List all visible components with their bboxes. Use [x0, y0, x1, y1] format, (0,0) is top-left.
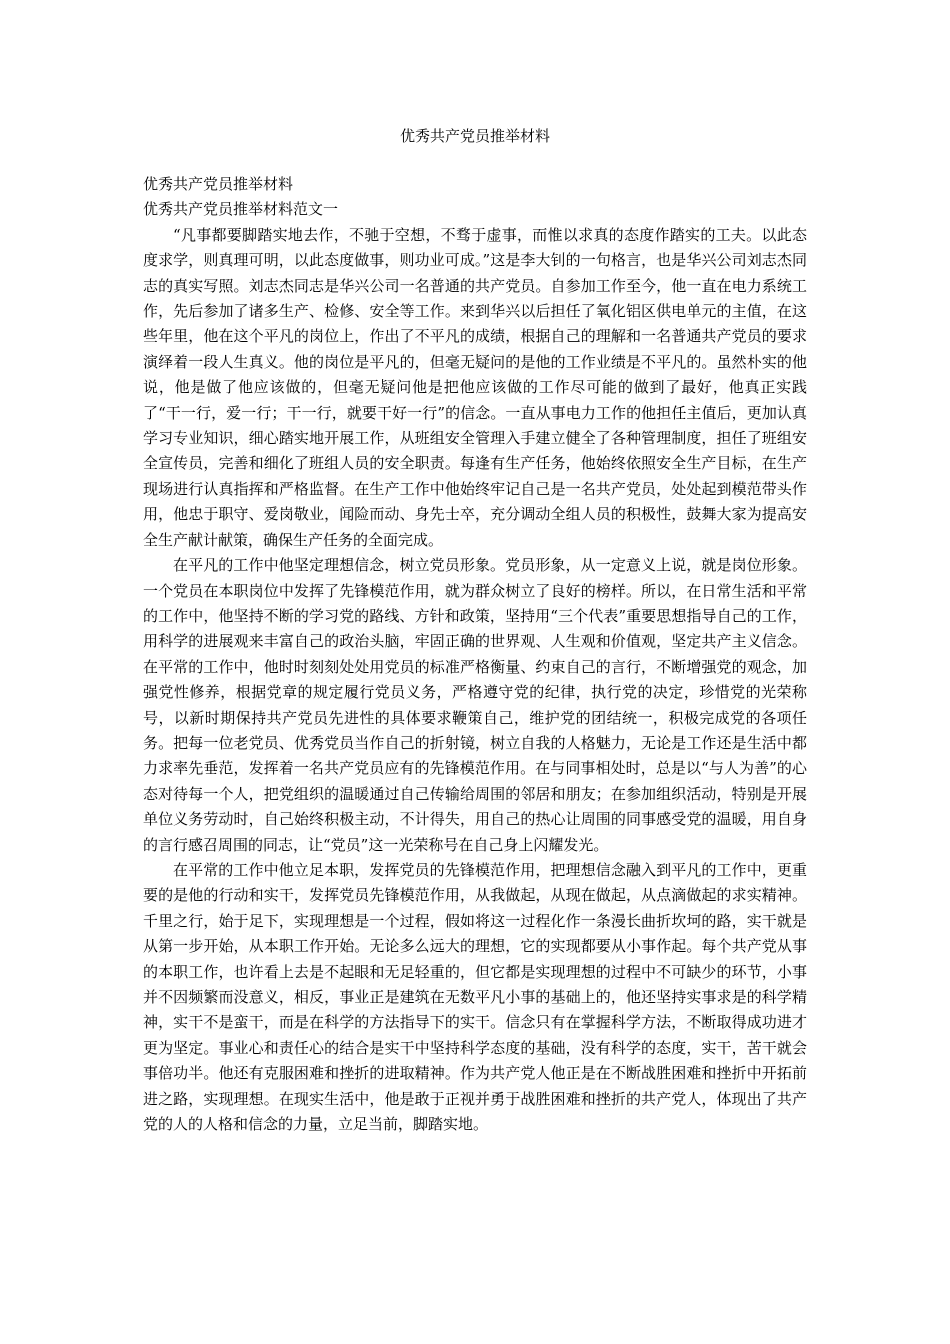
body-paragraph-2: 在平凡的工作中他坚定理想信念，树立党员形象。党员形象，从一定意义上说，就是岗位形象。一个党员在本职岗位中发挥了先锋模范作用，就为群众树立了良好的榜样。所以，在日常生活和平常的工作中，他坚持不断的学习党的路线、方针和政策，坚持用“三个代表”重要思想指导自己的工作，用科学的进展观来丰富自己的政治头脑，牢固正确的世界观、人生观和价值观，坚定共产主义信念。在平常的工作中，他时时刻刻处处用党员的标准严格衡量、约束自己的言行，不断增强党的观念，加强党性修养，根据党章的规定履行党员义务，严格遵守党的纪律，执行党的决定，珍惜党的光荣称号，以新时期保持共产党员先进性的具体要求鞭策自己，维护党的团结统一，积极完成党的各项任务。把每一位老党员、优秀党员当作自己的折射镜，树立自我的人格魅力，无论是工作还是生活中都力求率先垂范，发挥着一名共产党员应有的先锋模范作用。在与同事相处时，总是以“与人为善”的心态对待每一个人，把党组织的温暖通过自己传输给周围的邻居和朋友；在参加组织活动，特别是开展单位义务劳动时，自己始终积极主动，不计得失，用自己的热心让周围的同事感受党的温暖，用自身的言行感召周围的同志，让“党员”这一光荣称号在自己身上闪耀发光。	[143, 556, 807, 854]
section-subheading: 优秀共产党员推举材料范文一	[143, 200, 339, 219]
document-body	[143, 172, 807, 1137]
body-paragraph-3: 在平常的工作中他立足本职，发挥党员的先锋模范作用，把理想信念融入到平凡的工作中，更重要的是他的行动和实干，发挥党员先锋模范作用，从我做起，从现在做起，从点滴做起的求实精神。千里之行，始于足下，实现理想是一个过程，假如将这一过程化作一条漫长曲折坎坷的路，实干就是从第一步开始，从本职工作开始。无论多么远大的理想，它的实现都要从小事作起。每个共产党从事的本职工作，也许看上去是不起眼和无足轻重的，但它都是实现理想的过程中不可缺少的环节，小事并不因频繁而没意义，相反，事业正是建筑在无数平凡小事的基础上的，他还坚持实事求是的科学精神，实干不是蛮干，而是在科学的方法指导下的实干。信念只有在掌握科学方法，不断取得成功进才更为坚定。事业心和责任心的结合是实干中坚持科学态度的基础，没有科学的态度，实干，苦干就会事倍功半。他还有克服困难和挫折的进取精神。作为共产党人他正是在不断战胜困难和挫折中开拓前进之路，实现理想。在现实生活中，他是敢于正视并勇于战胜困难和挫折的共产党人，体现出了共产党的人的人格和信念的力量，立足当前，脚踏实地。	[143, 860, 807, 1134]
document-title: 优秀共产党员推举材料	[399, 127, 550, 145]
section-heading: 优秀共产党员推举材料	[143, 175, 294, 193]
body-paragraph-1: “凡事都要脚踏实地去作，不驰于空想，不骛于虚事，而惟以求真的态度作踏实的工夫。以此态度求学，则真理可明，以此态度做事，则功业可成。”这是李大钊的一句格言，也是华兴公司刘志杰同志的真实写照。刘志杰同志是华兴公司一名普通的共产党员。自参加工作至今，他一直在电力系统工作，先后参加了诸多生产、检修、安全等工作。来到华兴以后担任了氧化铝区供电单元的主值，在这些年里，他在这个平凡的岗位上，作出了不平凡的成绩，根据自己的理解和一名普通共产党员的要求演绎着一段人生真义。他的岗位是平凡的，但毫无疑问的是他的工作业绩是不平凡的。虽然朴实的他说，他是做了他应该做的，但毫无疑问他是把他应该做的工作尽可能的做到了最好，他真正实践了“干一行，爱一行；干一行，就要干好一行”的信念。一直从事电力工作的他担任主值后，更加认真学习专业知识，细心踏实地开展工作，从班组安全管理入手建立健全了各种管理制度，担任了班组安全宣传员，完善和细化了班组人员的安全职责。每逢有生产任务，他始终依照安全生产目标，在生产现场进行认真指挥和严格监督。在生产工作中他始终牢记自己是一名共产党员，处处起到模范带头作用，他忠于职守、爱岗敬业，闻险而动、身先士卒，充分调动全组人员的积极性，鼓舞大家为提高安全生产献计献策，确保生产任务的全面完成。	[143, 225, 807, 549]
